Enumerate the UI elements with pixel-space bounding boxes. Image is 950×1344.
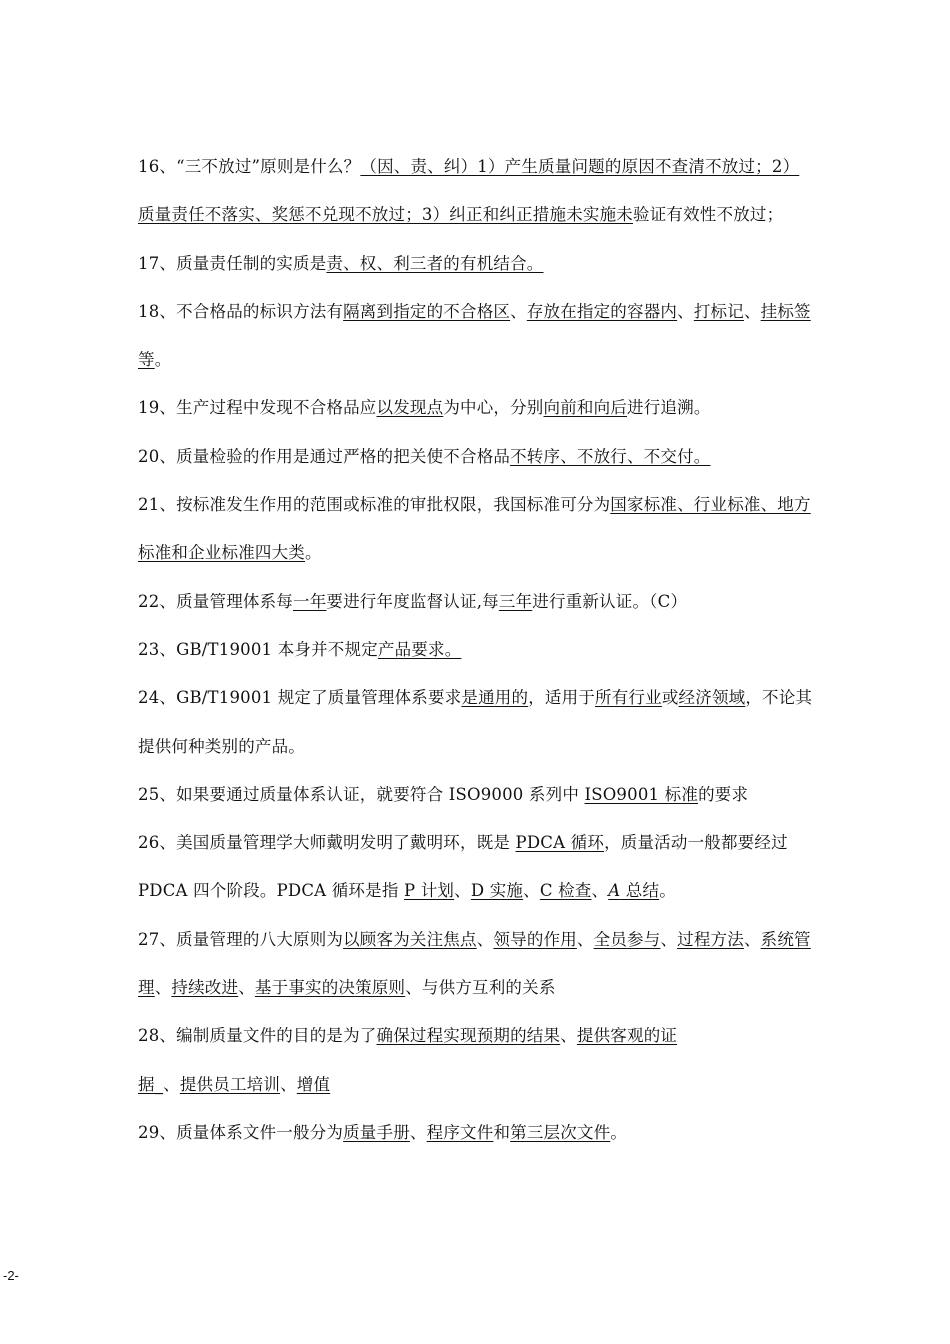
answer-text: 提供员工培训 [179,1074,281,1094]
answer-text: C 检查 [539,881,592,901]
question-text: 的要求 [698,784,749,804]
question-text: 21、按标准发生作用的范围或标准的审批权限，我国标准可分为 [138,495,611,515]
question-item-24 [138,674,813,771]
question-text: 、 [523,881,540,901]
answer-text: 以顾客为关注焦点 [343,929,477,949]
question-item-18 [138,288,813,385]
answer-text: 国家标准、行业标准、地方标准和企业标准四大类 [138,495,811,563]
answer-text: 产品要求。 [377,639,462,659]
question-text: 、 [591,881,609,901]
question-text: 要进行年度监督认证,每 [326,591,499,611]
answer-text: 领导的作用 [493,929,577,949]
answer-text: 持续改进 [171,978,239,998]
question-text: 27、质量管理的八大原则为 [138,929,344,949]
question-item-23 [138,626,813,674]
answer-text: 打标记 [693,301,744,321]
question-item-26 [138,819,813,916]
answer-text: 确保过程实现预期的结果 [376,1026,561,1046]
answer-text: P 计划 [403,881,455,901]
question-item-20 [138,433,813,481]
answer-text: 所有行业 [595,688,662,708]
answer-text: 程序文件 [426,1122,494,1142]
answer-text: 全员参与 [593,929,661,949]
answer-text: 经济领域 [678,688,746,708]
question-item-21 [138,481,813,578]
question-text: 验证有效性不放过； [633,205,784,225]
question-text: 、 [510,301,527,321]
answer-text: 不转序、不放行、不交付。 [510,446,711,466]
question-text: 、 [743,929,761,949]
question-text: ，质量活动一般都要经过 PDCA 四个阶段。PDCA 循环是指 [138,833,788,901]
question-text: 、 [576,929,594,949]
question-text: ，适用于 [528,688,596,708]
answer-text: 总结 [620,881,660,901]
question-text: 17、质量责任制的实质是 [138,253,327,273]
answer-text: 一年 [293,591,327,611]
question-text: 16、“三不放过”原则是什么？ [138,157,361,176]
question-list [138,143,813,1157]
question-text: 进行追溯。 [627,398,711,418]
question-item-19 [138,384,813,432]
answer-text: PDCA 循环 [515,833,605,853]
question-text: 、与供方互利的关系 [405,978,556,998]
answer-text: 基于事实的决策原则 [254,978,406,998]
question-text: 、 [476,929,494,949]
answer-text: 三年 [498,591,533,611]
question-text: 20、质量检验的作用是通过严格的把关使不合格品 [138,446,511,466]
question-text: 、 [238,978,255,998]
answer-text: 以发现点 [376,398,444,418]
question-item-17 [138,240,813,288]
answer-text: 增值 [296,1074,331,1094]
answer-text: 向前和向后 [543,398,628,418]
question-text: 25、如果要通过质量体系认证，就要符合 ISO9000 系列中 [138,784,585,804]
question-text: 、 [280,1074,297,1094]
question-text: 、 [454,881,471,901]
question-text: 和 [493,1122,511,1142]
question-item-29 [138,1109,813,1157]
question-text: 进行重新认证。（C） [532,591,688,611]
question-item-25 [138,771,813,819]
question-text: 。 [610,1122,628,1142]
question-text: 为中心，分别 [443,398,544,418]
question-item-22 [138,578,813,626]
answer-text: 责、权、利三者的有机结合。 [326,253,544,273]
question-text: 22、质量管理体系每 [138,591,293,611]
question-item-16 [138,143,813,240]
answer-text: 存放在指定的容器内 [526,301,678,321]
question-text: 。 [659,881,676,901]
question-text: 或 [661,688,679,708]
answer-text: 是通用的 [461,688,529,708]
question-item-28 [138,1012,813,1109]
question-text: 、 [154,978,172,998]
answer-text: 第三层次文件 [510,1122,611,1142]
question-text: 19、生产过程中发现不合格品应 [138,398,377,418]
question-text: 26、美国质量管理学大师戴明发明了戴明环，既是 [138,833,516,853]
answer-text: 据_ [138,1074,164,1094]
answer-text: （因、责、纠）1）产生质量问题的原因不查清不放过；2）质量责任不落实、奖惩不兑现不放过；3）纠正和纠正措施未实施未 [138,157,800,225]
question-text: 、 [163,1074,180,1094]
answer-text: 挂标签等 [138,301,811,370]
answer-text: 隔离到指定的不合格区 [343,301,511,321]
question-text: 28、编制质量文件的目的是为了 [138,1026,377,1046]
answer-text: 系统管理 [138,929,811,998]
page-number: -2- [3,1268,19,1283]
question-text: 、 [660,929,678,949]
question-text: 。 [305,543,322,563]
question-text: ，不论其提供何种类别的产品。 [138,688,813,756]
question-text: 23、GB/T19001 本身并不规定 [138,639,378,659]
question-text: 18、不合格品的标识方法有 [138,301,344,321]
question-item-27 [138,916,813,1013]
answer-text: D 实施 [470,881,524,901]
answer-text: 过程方法 [677,929,744,949]
question-text: 29、质量体系文件一般分为 [138,1122,344,1142]
question-text: 。 [154,350,172,370]
answer-text: ISO9001 标准 [584,784,699,804]
answer-text: A [608,881,621,901]
question-text: 、 [743,301,761,321]
question-text: 、 [677,301,694,321]
question-text: 24、GB/T19001 规定了质量管理体系要求 [138,688,462,708]
question-text: 、 [560,1026,577,1046]
answer-text: 提供客观的证 [576,1026,678,1046]
question-text: 、 [409,1122,427,1142]
answer-text: 质量手册 [343,1122,410,1142]
